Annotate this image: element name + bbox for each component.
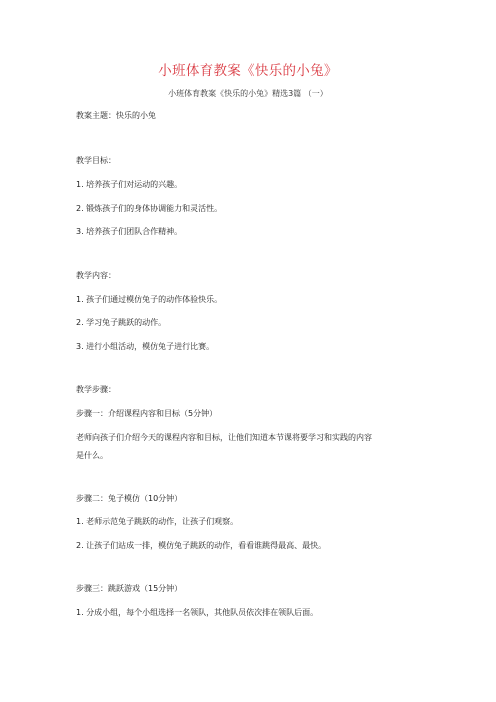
step2-title: 步骤二：兔子模仿（10分钟） bbox=[76, 494, 183, 503]
content-heading: 教学内容： bbox=[76, 271, 116, 280]
steps-heading: 教学步骤： bbox=[76, 385, 116, 394]
step3-item: 1. 分成小组，每个小组选择一名领队，其他队员依次排在领队后面。 bbox=[76, 608, 319, 617]
content-item: 1. 孩子们通过模仿兔子的动作体验快乐。 bbox=[76, 295, 223, 304]
step3-title: 步骤三：跳跃游戏（15分钟） bbox=[76, 584, 183, 593]
step1-text: 老师向孩子们介绍今天的课程内容和目标，让他们知道本节课将要学习和实践的内容 bbox=[76, 433, 372, 442]
step1-text-cont: 是什么。 bbox=[76, 451, 108, 460]
content-item: 2. 学习兔子跳跃的动作。 bbox=[76, 318, 167, 327]
step1-title: 步骤一：介绍课程内容和目标（5分钟） bbox=[76, 409, 218, 418]
goal-item: 3. 培养孩子们团队合作精神。 bbox=[76, 227, 183, 236]
lesson-theme: 教案主题：快乐的小兔 bbox=[76, 111, 156, 120]
goal-item: 2. 锻炼孩子们的身体协调能力和灵活性。 bbox=[76, 204, 223, 213]
content-item: 3. 进行小组活动，模仿兔子进行比赛。 bbox=[76, 342, 215, 351]
document-subtitle: 小班体育教案《快乐的小兔》精选3篇 （一） bbox=[168, 89, 328, 98]
goal-item: 1. 培养孩子们对运动的兴趣。 bbox=[76, 180, 183, 189]
goals-heading: 教学目标： bbox=[76, 156, 116, 165]
document-title: 小班体育教案《快乐的小兔》 bbox=[158, 63, 338, 79]
step2-item: 2. 让孩子们站成一排，模仿兔子跳跃的动作，看看谁跳得最高、最快。 bbox=[76, 541, 327, 550]
step2-item: 1. 老师示范兔子跳跃的动作，让孩子们观察。 bbox=[76, 517, 239, 526]
